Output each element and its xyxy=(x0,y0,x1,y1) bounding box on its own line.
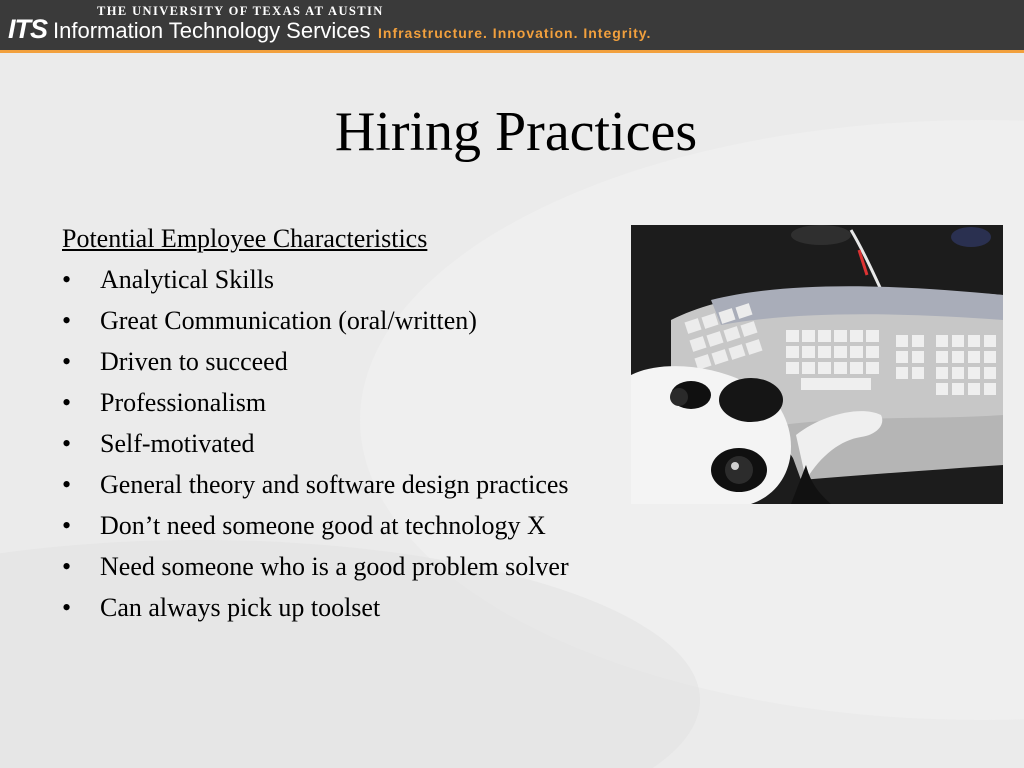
its-logo-text: ITS xyxy=(8,14,48,44)
header-accent-stripe xyxy=(0,50,1024,53)
its-logo xyxy=(8,14,47,45)
tagline: Infrastructure. Innovation. Integrity. xyxy=(378,25,652,41)
dog-at-keyboard-photo xyxy=(631,225,1003,504)
bullet-icon: • xyxy=(62,265,72,294)
header-bar xyxy=(0,0,1024,50)
bullet-icon: • xyxy=(62,429,72,458)
bullet-icon: • xyxy=(62,593,72,622)
bullet-icon: • xyxy=(62,347,72,376)
bullet-text: Can always pick up toolset xyxy=(100,593,381,622)
bullet-text: General theory and software design practices xyxy=(100,470,569,499)
bullet-text: Need someone who is a good problem solver xyxy=(100,552,569,581)
bullet-icon: • xyxy=(62,552,72,581)
bullet-text: Don’t need someone good at technology X xyxy=(100,511,546,540)
bullet-icon: • xyxy=(62,511,72,540)
bullet-text: Analytical Skills xyxy=(100,265,275,294)
bullet-text: Professionalism xyxy=(100,388,267,417)
slide-title: Hiring Practices xyxy=(334,101,698,163)
bullet-text: Self-motivated xyxy=(100,429,255,458)
bullet-icon: • xyxy=(62,388,72,417)
section-heading: Potential Employee Characteristics xyxy=(62,224,428,253)
department-name: Information Technology Services xyxy=(53,18,371,43)
photo-illustration xyxy=(631,225,1003,504)
bullet-icon: • xyxy=(62,306,72,335)
bullet-text: Great Communication (oral/written) xyxy=(100,306,477,335)
bullet-icon: • xyxy=(62,470,72,499)
bullet-text: Driven to succeed xyxy=(100,347,288,376)
university-name: THE UNIVERSITY OF TEXAS AT AUSTIN xyxy=(97,4,384,18)
